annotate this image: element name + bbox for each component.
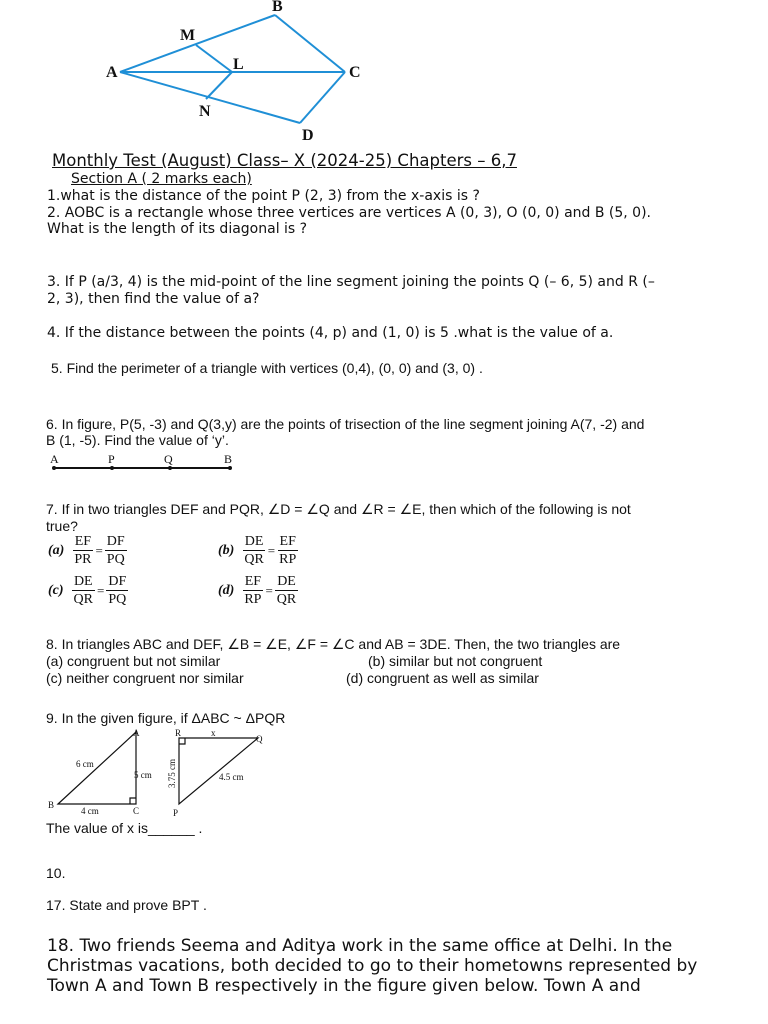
trisection-label-q: Q [164, 452, 173, 466]
option-7d: (d) $\frac{EF}{RP}$ = $\frac{DE}{QR}$ [218, 574, 297, 607]
fraction: $\frac{DF}{PQ}$ [108, 574, 127, 607]
vertex-label-a: A [133, 728, 140, 738]
question-8-option-d: (d) congruent as well as similar [346, 670, 539, 686]
point-label-a: A [106, 64, 118, 81]
point-label-b: B [272, 0, 283, 15]
fraction: $\frac{DE}{QR}$ [244, 534, 264, 567]
question-6-line-1: 6. In figure, P(5, -3) and Q(3,y) are the points of trisection of the line segment joining A(7, -2) and [46, 416, 645, 432]
question-1: 1.what is the distance of the point P (2, 3) from the x-axis is ? [47, 188, 480, 204]
question-3-line-2: 2, 3), then find the value of a? [47, 291, 260, 307]
section-heading: Section A ( 2 marks each) [71, 171, 252, 187]
option-7c: (c) $\frac{DE}{QR}$ = $\frac{DF}{PQ}$ [48, 574, 127, 607]
point-label-d: D [302, 127, 314, 144]
side-label-bc: 4 cm [81, 806, 99, 816]
option-7b: (b) $\frac{DE}{QR}$ = $\frac{EF}{RP}$ [218, 534, 297, 567]
page-title: Monthly Test (August) Class– X (2024-25) Chapters – 6,7 [52, 151, 517, 170]
point-label-c: C [349, 64, 361, 81]
option-label: (c) [48, 582, 64, 598]
trisection-label-b: B [224, 452, 233, 466]
side-label-ab: 6 cm [76, 759, 94, 769]
question-4: 4. If the distance between the points (4, p) and (1, 0) is 5 .what is the value of a. [47, 325, 614, 341]
trisection-label-a: A [50, 452, 59, 466]
point-label-l: L [233, 56, 244, 73]
question-9-value: The value of x is______ . [46, 820, 203, 836]
question-18: 18. Two friends Seema and Aditya work in the same office at Delhi. In the Christmas vacations, both decided to go to their hometowns represented by Town A and Town B respectively in the figure given below. Town A and [47, 936, 698, 996]
question-8-option-c: (c) neither congruent nor similar [46, 670, 244, 686]
question-9: 9. In the given figure, if ΔABC ~ ΔPQR [46, 710, 286, 726]
side-label-x: x [211, 728, 216, 738]
point-label-n: N [199, 103, 211, 120]
question-5: 5. Find the perimeter of a triangle with vertices (0,4), (0, 0) and (3, 0) . [51, 360, 483, 376]
fraction: $\frac{DE}{QR}$ [73, 574, 93, 607]
option-7a: (a) $\frac{EF}{PR}$ = $\frac{DF}{PQ}$ [48, 534, 125, 567]
question-7-line-2: true? [46, 518, 78, 534]
question-7-line-1: 7. If in two triangles DEF and PQR, ∠D = ∠Q and ∠R = ∠E, then which of the following is not [46, 501, 631, 517]
fraction: $\frac{EF}{RP}$ [279, 534, 297, 567]
trisection-label-p: P [108, 452, 115, 466]
fraction: $\frac{DF}{PQ}$ [106, 534, 125, 567]
option-label: (b) [218, 542, 235, 558]
option-label: (d) [218, 582, 235, 598]
side-label-ac: 5 cm [134, 770, 152, 780]
vertex-label-q: Q [256, 734, 263, 744]
question-10: 10. [46, 865, 66, 881]
side-label-pq: 4.5 cm [219, 772, 244, 782]
question-8-option-b: (b) similar but not congruent [368, 653, 543, 669]
vertex-label-r: R [175, 728, 182, 738]
fraction: $\frac{DE}{QR}$ [276, 574, 297, 607]
vertex-label-p: P [173, 808, 179, 818]
side-label-rp: 3.75 cm [167, 759, 177, 788]
question-8-line-1: 8. In triangles ABC and DEF, ∠B = ∠E, ∠F = ∠C and AB = 3DE. Then, the two triangles are [46, 636, 621, 652]
fraction: $\frac{EF}{RP}$ [244, 574, 262, 607]
point-label-m: M [180, 27, 196, 44]
question-17: 17. State and prove BPT . [46, 897, 207, 913]
fraction: $\frac{EF}{PR}$ [74, 534, 92, 567]
vertex-label-b: B [48, 800, 55, 810]
option-label: (a) [48, 542, 65, 558]
question-6-line-2: B (1, -5). Find the value of ‘y’. [46, 432, 229, 448]
vertex-label-c: C [133, 806, 140, 816]
similar-triangles-figure [44, 726, 284, 821]
question-3-line-1: 3. If P (a/3, 4) is the mid-point of the line segment joining the points Q (– 6, 5) and R (– [47, 274, 655, 290]
question-2-line-2: What is the length of its diagonal is ? [47, 221, 308, 237]
question-8-option-a: (a) congruent but not similar [46, 653, 221, 669]
quadrilateral-figure [0, 0, 380, 150]
question-2-line-1: 2. AOBC is a rectangle whose three vertices are vertices A (0, 3), O (0, 0) and B (5, 0). [47, 205, 652, 221]
trisection-figure [40, 450, 250, 474]
